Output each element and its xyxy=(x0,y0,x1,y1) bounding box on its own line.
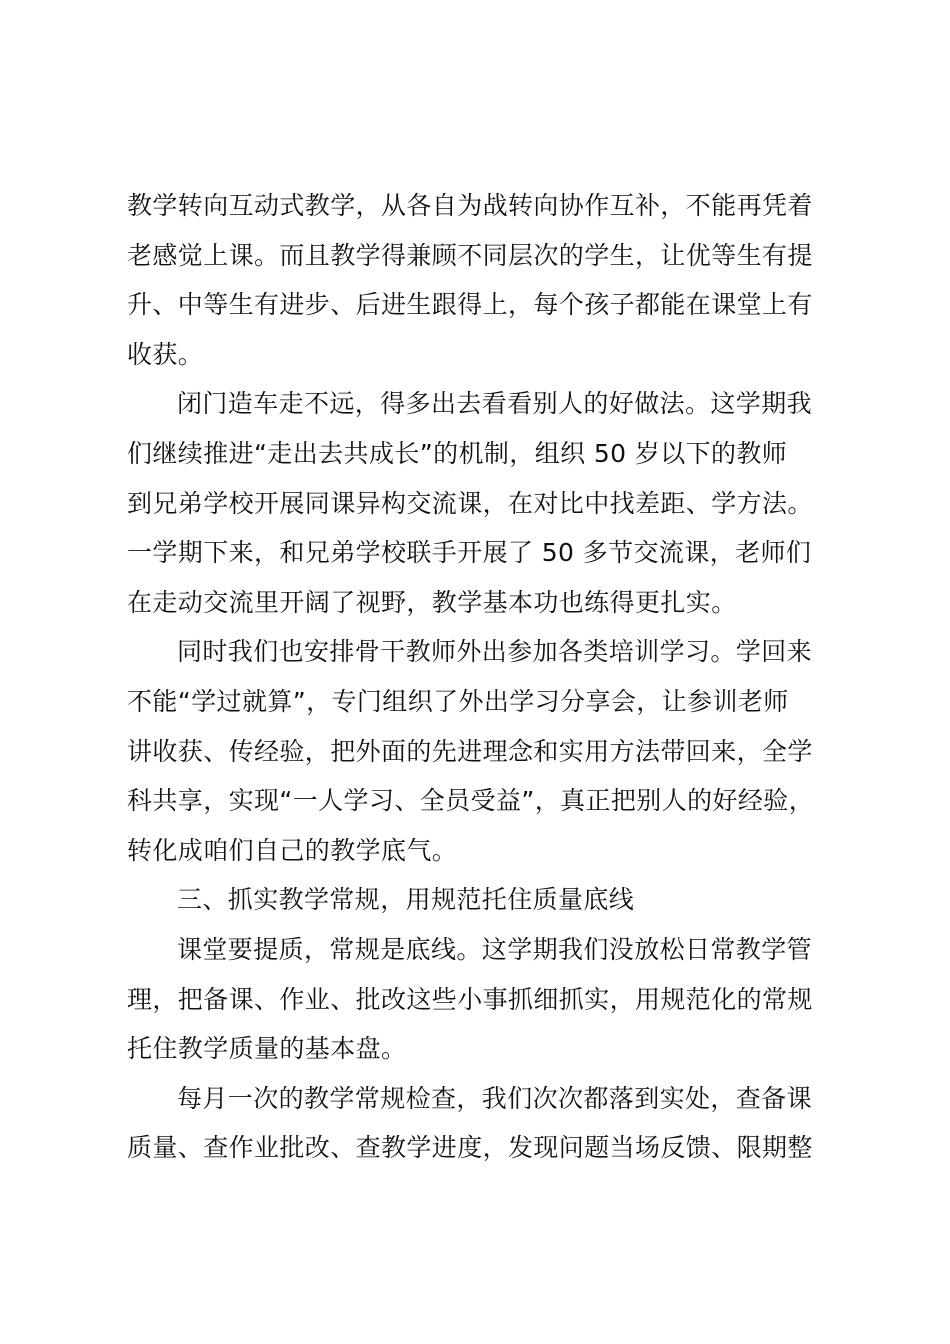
text-line: 一学期下来，和兄弟学校联手开展了 50 多节交流课，老师们 xyxy=(127,538,812,568)
text-line: 老感觉上课。而且教学得兼顾不同层次的学生，让优等生有提 xyxy=(127,240,813,270)
text-line: 质量、查作业批改、查教学进度，发现问题当场反馈、限期整 xyxy=(127,1133,813,1163)
text-line: 同时我们也安排骨干教师外出参加各类培训学习。学回来 xyxy=(177,637,813,667)
text-line: 到兄弟学校开展同课异构交流课，在对比中找差距、学方法。 xyxy=(127,488,813,518)
paragraph-routine xyxy=(127,925,837,1074)
paragraph-teaching-mode xyxy=(127,181,837,379)
text-line: 不能“学过就算”，专门组织了外出学习分享会，让参训老师 xyxy=(127,686,789,716)
text-line: 在走动交流里开阔了视野，教学基本功也练得更扎实。 xyxy=(127,587,737,617)
text-line: 转化成咱们自己的教学底气。 xyxy=(127,835,458,865)
section-heading-text: 三、抓实教学常规，用规范托住质量底线 xyxy=(177,885,635,915)
text-line: 闭门造车走不远，得多出去看看别人的好做法。这学期我 xyxy=(177,389,813,419)
paragraph-monthly-check xyxy=(127,1074,837,1173)
text-line: 升、中等生有进步、后进生跟得上，每个孩子都能在课堂上有 xyxy=(127,290,813,320)
document-body xyxy=(127,181,837,1173)
text-line: 每月一次的教学常规检查，我们次次都落到实处，查备课 xyxy=(177,1083,813,1113)
text-line: 托住教学质量的基本盘。 xyxy=(127,1034,407,1064)
text-line: 们继续推进“走出去共成长”的机制，组织 50 岁以下的教师 xyxy=(127,438,788,468)
text-line: 收获。 xyxy=(127,339,204,369)
text-line: 教学转向互动式教学，从各自为战转向协作互补，不能再凭着 xyxy=(127,191,813,220)
text-line: 理，把备课、作业、批改这些小事抓细抓实，用规范化的常规 xyxy=(127,984,813,1014)
text-line: 科共享，实现“一人学习、全员受益”，真正把别人的好经验， xyxy=(127,786,815,816)
paragraph-going-out xyxy=(127,379,837,627)
paragraph-training xyxy=(127,627,837,875)
section-heading xyxy=(127,875,837,925)
text-line: 讲收获、传经验，把外面的先进理念和实用方法带回来，全学 xyxy=(127,736,813,766)
text-line: 课堂要提质，常规是底线。这学期我们没放松日常教学管 xyxy=(177,934,813,964)
